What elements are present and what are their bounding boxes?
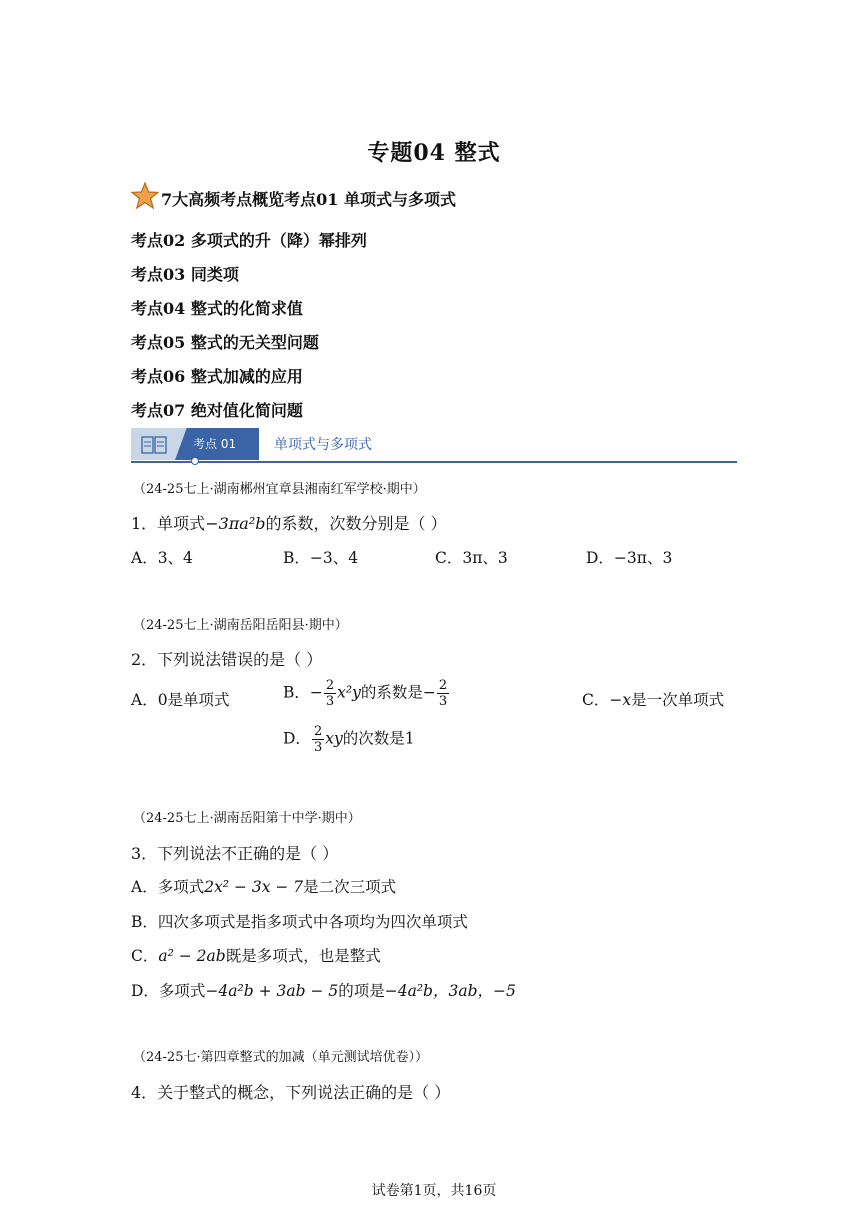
q3-option-d-prefix: D．多项式 bbox=[131, 982, 206, 1000]
q3-source: （24-25七上·湖南岳阳第十中学·期中） bbox=[133, 811, 361, 826]
q3-option-c-expression: a² − 2ab bbox=[158, 947, 226, 965]
book-icon bbox=[141, 436, 167, 454]
fraction-denominator: 3 bbox=[438, 694, 448, 709]
q3-option-a[interactable] bbox=[131, 875, 396, 897]
q3-option-d-middle: 的项是 bbox=[338, 982, 385, 1000]
q1-stem bbox=[131, 511, 447, 534]
kaodian-3[interactable]: 考点03 同类项 bbox=[131, 265, 239, 284]
q2-option-d-variable: xy bbox=[325, 729, 343, 748]
q3-option-c-suffix: 既是多项式，也是整式 bbox=[225, 947, 381, 965]
q2-option-b-variable: x²y bbox=[337, 683, 361, 702]
kaodian-7[interactable]: 考点07 绝对值化简问题 bbox=[131, 401, 303, 420]
q2-option-b-fraction-2 bbox=[437, 678, 449, 709]
section-name: 单项式与多项式 bbox=[274, 437, 372, 453]
q3-option-a-prefix: A．多项式 bbox=[131, 878, 205, 896]
kaodian-5[interactable]: 考点05 整式的无关型问题 bbox=[131, 333, 319, 352]
q1-option-a[interactable]: A．3、4 bbox=[131, 549, 193, 567]
q2-option-d-fraction bbox=[312, 724, 324, 755]
q2-option-a[interactable]: A．0是单项式 bbox=[131, 691, 230, 709]
q2-option-d-suffix: 的次数是1 bbox=[342, 729, 415, 748]
q4-stem: 4．关于整式的概念，下列说法正确的是（ ） bbox=[131, 1083, 451, 1102]
overview-heading bbox=[161, 187, 456, 210]
q2-option-b-middle: 的系数是− bbox=[360, 683, 436, 702]
q3-option-a-suffix: 是二次三项式 bbox=[303, 878, 397, 896]
q1-option-c[interactable]: C．3π、3 bbox=[435, 549, 508, 567]
section-tag: 考点 01 bbox=[193, 437, 237, 451]
q3-option-b[interactable]: B．四次多项式是指多项式中各项均为四次单项式 bbox=[131, 913, 468, 931]
page-title: 专题04 整式 bbox=[367, 140, 501, 166]
q2-option-c-variable: −x bbox=[609, 691, 632, 709]
q1-stem-pre: 1．单项式 bbox=[131, 514, 206, 533]
q2-option-c-prefix: C． bbox=[582, 691, 610, 709]
q1-stem-post: 的系数，次数分别是（ ） bbox=[265, 514, 447, 533]
q2-stem: 2．下列说法错误的是（ ） bbox=[131, 650, 323, 669]
q2-option-d-prefix: D． bbox=[283, 729, 311, 748]
q1-option-d[interactable]: D．−3π、3 bbox=[586, 549, 673, 567]
kaodian-2[interactable]: 考点02 多项式的升（降）幂排列 bbox=[131, 231, 367, 250]
q3-option-d-terms: −4a²b，3ab，−5 bbox=[384, 982, 516, 1000]
q3-stem: 3．下列说法不正确的是（ ） bbox=[131, 844, 339, 863]
fraction-denominator: 3 bbox=[325, 694, 335, 709]
q2-source: （24-25七上·湖南岳阳岳阳县·期中） bbox=[133, 618, 348, 633]
q2-option-b[interactable] bbox=[283, 678, 450, 709]
q3-option-d-expression: −4a²b + 3ab − 5 bbox=[205, 982, 339, 1000]
banner-dot bbox=[191, 457, 199, 465]
overview-label: 7大高频考点概览 bbox=[161, 190, 285, 209]
q1-option-b[interactable]: B．−3、4 bbox=[283, 549, 359, 567]
q2-option-b-fraction bbox=[324, 678, 336, 709]
q1-expression: −3πa²b bbox=[205, 514, 266, 533]
q3-option-c-prefix: C． bbox=[131, 947, 159, 965]
q3-option-d[interactable] bbox=[131, 979, 516, 1001]
q4-source: （24-25七·第四章整式的加减（单元测试培优卷）） bbox=[133, 1050, 429, 1065]
fraction-numerator: 2 bbox=[438, 678, 448, 693]
page-footer: 试卷第1页，共16页 bbox=[371, 1183, 497, 1199]
q2-option-c[interactable] bbox=[582, 688, 724, 710]
kaodian-6[interactable]: 考点06 整式加减的应用 bbox=[131, 367, 303, 386]
kaodian-4[interactable]: 考点04 整式的化简求值 bbox=[131, 299, 303, 318]
fraction-numerator: 2 bbox=[325, 678, 335, 693]
q2-option-d[interactable] bbox=[283, 724, 415, 755]
q2-option-b-prefix: B．− bbox=[283, 683, 323, 702]
q1-source: （24-25七上·湖南郴州宜章县湘南红军学校·期中） bbox=[133, 482, 426, 497]
section-banner bbox=[131, 428, 737, 464]
q3-option-c[interactable] bbox=[131, 944, 381, 966]
q2-option-c-suffix: 是一次单项式 bbox=[631, 691, 725, 709]
fraction-numerator: 2 bbox=[313, 724, 323, 739]
q3-option-a-expression: 2x² − 3x − 7 bbox=[204, 878, 304, 896]
fraction-denominator: 3 bbox=[313, 740, 323, 755]
kaodian-1[interactable]: 考点01 单项式与多项式 bbox=[284, 190, 456, 209]
banner-underline bbox=[131, 461, 737, 463]
star-icon bbox=[131, 182, 159, 210]
